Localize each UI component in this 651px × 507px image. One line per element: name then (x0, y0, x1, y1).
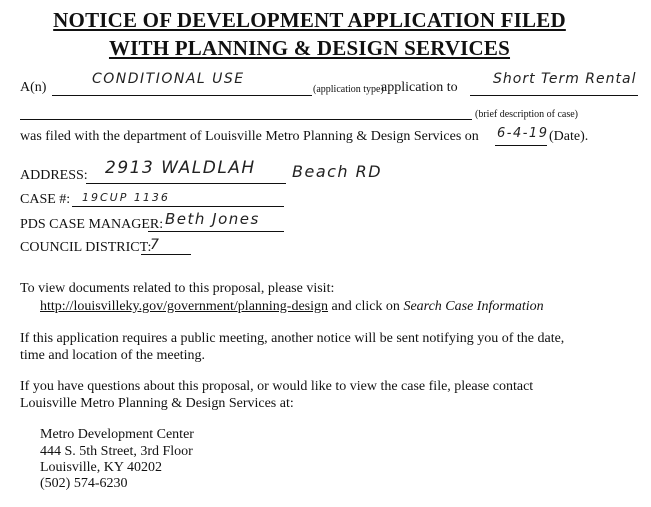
notice-subtitle: WITH PLANNING & DESIGN SERVICES (108, 36, 511, 60)
description-line (470, 95, 638, 96)
case-manager-label: PDS CASE MANAGER: (20, 217, 164, 232)
view-intro: To view documents related to this proposal, please visit: (20, 281, 335, 296)
filed-text: was filed with the department of Louisville Metro Planning & Design Services on (20, 129, 479, 144)
description-value: Short Term Rental (493, 71, 637, 87)
planning-design-link[interactable]: http://louisvilleky.gov/government/planning-design (40, 299, 329, 314)
address-value-2: Beach RD (292, 162, 383, 181)
meeting-line-2: time and location of the meeting. (20, 348, 206, 363)
date-value: 6-4-19 (497, 126, 549, 141)
and-click-text: and click on (331, 299, 400, 314)
date-line (495, 145, 547, 146)
application-type-note: (application type) (313, 84, 384, 95)
view-link-row (40, 298, 544, 315)
meeting-line-1: If this application requires a public meeting, another notice will be sent notifying you of the date, (20, 331, 565, 346)
contact-street: 444 S. 5th Street, 3rd Floor (40, 444, 193, 459)
case-line (72, 206, 284, 207)
description-line-2 (20, 119, 472, 120)
contact-name: Metro Development Center (40, 427, 194, 442)
case-label: CASE #: (20, 192, 71, 207)
council-district-label-text: COUNCIL DISTRICT: (20, 240, 152, 255)
application-type-value: CONDITIONAL USE (92, 71, 245, 87)
address-line (86, 183, 286, 184)
search-case-information: Search Case Information (403, 299, 544, 314)
council-district-line (141, 254, 191, 255)
questions-line-2: Louisville Metro Planning & Design Services at: (20, 396, 294, 411)
contact-city: Louisville, KY 40202 (40, 460, 162, 475)
application-type-line (52, 95, 312, 96)
notice-title: NOTICE OF DEVELOPMENT APPLICATION FILED (53, 8, 566, 32)
council-district-value: 7 (150, 237, 161, 253)
address-value: 2913 WALDLAH (105, 158, 256, 178)
contact-phone: (502) 574-6230 (40, 476, 128, 491)
questions-line-1: If you have questions about this proposal, or would like to view the case file, please contact (20, 379, 534, 394)
application-prefix: A(n) (20, 80, 47, 95)
case-value: 19CUP 1136 (82, 191, 170, 204)
address-label: ADDRESS: (20, 168, 88, 183)
case-manager-line (148, 231, 284, 232)
case-manager-value: Beth Jones (165, 210, 260, 228)
date-note: (Date). (549, 129, 589, 144)
description-note: (brief description of case) (475, 109, 579, 120)
application-to-text: application to (381, 80, 458, 95)
